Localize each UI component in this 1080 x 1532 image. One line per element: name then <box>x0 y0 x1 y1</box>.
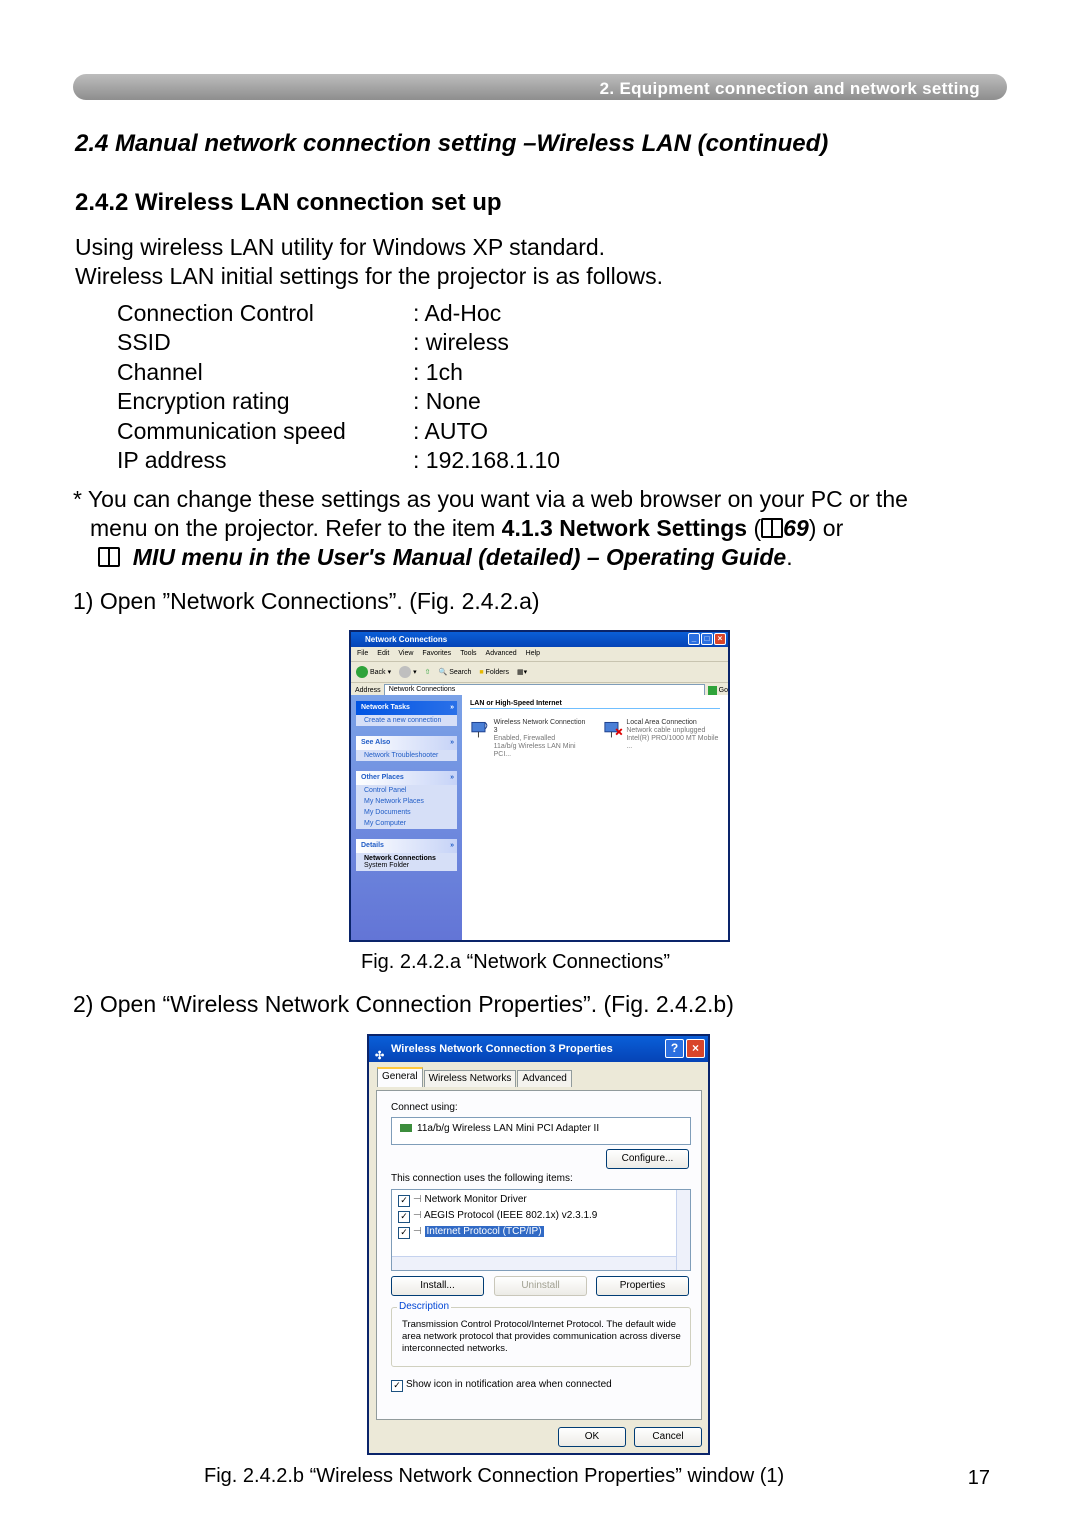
section-title: 2.4 Manual network connection setting –Wireless LAN (continued) <box>75 130 829 157</box>
setting-value: : Ad-Hoc <box>413 300 502 326</box>
task-pane <box>351 695 462 940</box>
forward-button[interactable]: ▾ <box>399 666 417 678</box>
figure-caption: Fig. 2.4.2.a “Network Connections” <box>361 951 671 973</box>
note-line: MIU menu in the User's Manual (detailed) – Operating Guide. <box>98 544 793 571</box>
install-button[interactable]: Install... <box>391 1276 484 1296</box>
book-icon <box>98 547 120 567</box>
menu-bar <box>351 647 728 662</box>
troubleshooter-link[interactable]: Network Troubleshooter <box>364 752 439 759</box>
connection-name: Local Area Connection <box>626 719 697 726</box>
setting-label: Encryption rating <box>117 388 290 414</box>
list-item[interactable]: ✓ ⊣ Internet Protocol (TCP/IP) <box>392 1224 690 1240</box>
step-two: 2) Open “Wireless Network Connection Properties”. (Fig. 2.4.2.b) <box>73 991 734 1017</box>
tab-wireless-networks[interactable]: Wireless Networks <box>424 1070 517 1087</box>
figure-caption: Fig. 2.4.2.b “Wireless Network Connection Properties” window (1) <box>204 1465 785 1487</box>
see-also-header[interactable]: See Also » <box>356 736 457 750</box>
lan-disconnected-icon <box>603 719 624 739</box>
forward-arrow-icon <box>399 666 411 678</box>
book-icon <box>761 518 783 538</box>
items-label: This connection uses the following items: <box>391 1173 573 1184</box>
setting-label: SSID <box>117 329 171 355</box>
adapter-field <box>391 1117 691 1145</box>
folders-button[interactable]: ■ Folders <box>479 668 509 676</box>
intro-line: Wireless LAN initial settings for the projector is as follows. <box>75 263 663 289</box>
network-connections-window <box>349 630 730 942</box>
dialog-title: Wireless Network Connection 3 Properties <box>391 1043 613 1055</box>
connections-pane <box>462 695 728 940</box>
list-item[interactable]: ✓ ⊣ AEGIS Protocol (IEEE 802.1x) v2.3.1.9 <box>392 1208 690 1224</box>
subsection-title: 2.4.2 Wireless LAN connection set up <box>75 189 502 216</box>
setting-label: Communication speed <box>117 418 346 444</box>
details-header[interactable]: Details » <box>356 839 457 853</box>
up-arrow-icon: ⇧ <box>424 669 431 676</box>
protocol-icon: ⊣ <box>413 1210 422 1221</box>
views-button[interactable] <box>517 668 527 676</box>
maximize-icon[interactable]: □ <box>701 633 713 645</box>
up-folder-button[interactable] <box>425 668 431 676</box>
menu-advanced[interactable]: Advanced <box>485 650 517 657</box>
my-documents-link[interactable]: My Documents <box>364 809 411 816</box>
connection-status: Network cable unplugged <box>626 727 706 734</box>
window-title: Network Connections <box>365 635 448 644</box>
close-icon[interactable]: × <box>714 633 726 645</box>
wireless-network-icon <box>470 719 491 739</box>
uninstall-button[interactable]: Uninstall <box>494 1276 587 1296</box>
address-label: Address <box>355 686 381 694</box>
page-number: 17 <box>967 1467 990 1489</box>
connect-using-label: Connect using: <box>391 1102 458 1113</box>
show-icon-option[interactable]: ✓ Show icon in notification area when connected <box>391 1379 612 1392</box>
search-button[interactable]: 🔍 Search <box>438 668 472 676</box>
connection-device: Intel(R) PRO/1000 MT Mobile ... <box>626 735 719 750</box>
setting-value: : AUTO <box>413 418 488 444</box>
vertical-scrollbar[interactable] <box>676 1190 690 1270</box>
properties-button[interactable]: Properties <box>596 1276 689 1296</box>
protocol-icon: ⊣ <box>413 1194 422 1205</box>
intro-line: Using wireless LAN utility for Windows XP standard. <box>75 234 606 260</box>
list-item[interactable]: ✓ ⊣ Network Monitor Driver <box>392 1192 690 1208</box>
network-card-icon <box>400 1124 412 1132</box>
components-list <box>391 1189 691 1271</box>
connection-name: Wireless Network Connection 3 <box>493 719 586 734</box>
setting-label: Channel <box>117 359 203 385</box>
menu-file[interactable]: File <box>357 650 369 657</box>
group-header: LAN or High-Speed Internet <box>470 700 720 709</box>
checkbox-checked-icon[interactable]: ✓ <box>391 1380 403 1392</box>
checkbox-checked-icon[interactable]: ✓ <box>398 1195 410 1207</box>
my-computer-link[interactable]: My Computer <box>364 820 407 827</box>
settings-reference: 4.1.3 Network Settings <box>501 515 748 541</box>
other-places-header[interactable]: Other Places » <box>356 771 457 785</box>
search-icon: 🔍 <box>438 669 448 676</box>
control-panel-link[interactable]: Control Panel <box>364 787 407 794</box>
window-titlebar <box>351 632 728 647</box>
menu-tools[interactable]: Tools <box>460 650 477 657</box>
dialog-titlebar <box>369 1036 708 1062</box>
details-name: Network Connections <box>364 855 436 862</box>
checkbox-checked-icon[interactable]: ✓ <box>398 1211 410 1223</box>
views-icon: ▦▾ <box>516 669 528 676</box>
note-line: menu on the projector. Refer to the item 4.1.3 Network Settings ( 69) or <box>90 515 844 541</box>
lan-connection-item[interactable] <box>603 719 720 759</box>
checkbox-checked-icon[interactable]: ✓ <box>398 1227 410 1239</box>
setting-value: : 1ch <box>413 359 463 385</box>
page-reference: 69 <box>783 515 809 541</box>
configure-button[interactable]: Configure... <box>606 1149 689 1169</box>
close-icon[interactable]: × <box>686 1039 705 1058</box>
ok-button[interactable]: OK <box>558 1427 626 1447</box>
menu-favorites[interactable]: Favorites <box>422 650 452 657</box>
network-places-link[interactable]: My Network Places <box>364 798 424 805</box>
network-icon: ✣ <box>375 1050 385 1062</box>
setting-label: IP address <box>117 447 227 473</box>
create-connection-link[interactable]: Create a new connection <box>364 717 442 724</box>
menu-view[interactable]: View <box>398 650 414 657</box>
details-type: System Folder <box>364 862 410 869</box>
tab-advanced[interactable]: Advanced <box>517 1070 571 1087</box>
connection-status: Enabled, Firewalled <box>493 735 556 742</box>
minimize-icon[interactable]: _ <box>688 633 700 645</box>
back-arrow-icon <box>356 666 368 678</box>
setting-label: Connection Control <box>117 300 314 326</box>
go-button[interactable]: Go <box>708 686 728 695</box>
address-input[interactable]: Network Connections <box>384 684 705 696</box>
description-text: Transmission Control Protocol/Internet Protocol. The default wide area network protocol that provides communication across diverse interconnected networks. <box>402 1319 681 1354</box>
setting-value: : None <box>413 388 481 414</box>
protocol-icon: ⊣ <box>413 1226 422 1237</box>
setting-value: : 192.168.1.10 <box>413 447 561 473</box>
note-line: * You can change these settings as you want via a web browser on your PC or the <box>73 486 908 512</box>
connection-device: 11a/b/g Wireless LAN Mini PCI... <box>493 743 576 758</box>
toolbar <box>351 662 728 683</box>
menu-edit[interactable]: Edit <box>377 650 390 657</box>
step-one: 1) Open ”Network Connections”. (Fig. 2.4.2.a) <box>73 588 540 614</box>
network-tasks-header[interactable]: Network Tasks » <box>356 701 457 715</box>
go-arrow-icon <box>708 686 717 695</box>
cancel-button[interactable]: Cancel <box>634 1427 702 1447</box>
back-button[interactable]: Back ▾ <box>356 666 391 678</box>
manual-reference: MIU menu in the User's Manual (detailed) – Operating Guide <box>132 544 787 570</box>
general-tab-panel <box>376 1090 702 1420</box>
help-icon[interactable]: ? <box>665 1039 684 1058</box>
setting-value: : wireless <box>413 329 509 355</box>
menu-help[interactable]: Help <box>525 650 541 657</box>
folder-icon: ■ <box>479 668 484 676</box>
description-label: Description <box>399 1301 450 1312</box>
tab-general[interactable]: General <box>377 1067 423 1087</box>
adapter-name: 11a/b/g Wireless LAN Mini PCI Adapter II <box>417 1123 600 1134</box>
chapter-header: 2. Equipment connection and network setting <box>599 79 980 98</box>
horizontal-scrollbar[interactable] <box>392 1256 676 1270</box>
wireless-connection-item[interactable] <box>470 719 589 759</box>
properties-dialog <box>367 1034 710 1455</box>
